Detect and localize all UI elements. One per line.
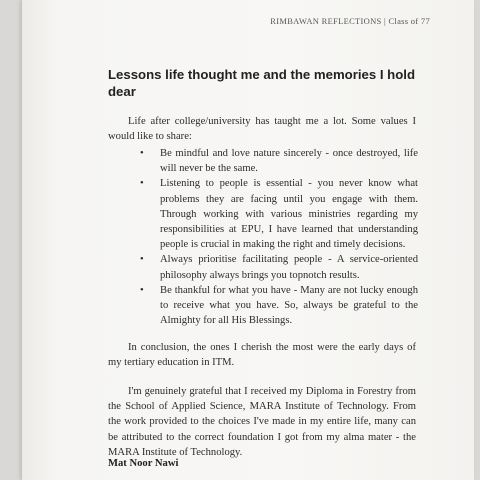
list-item <box>140 176 418 252</box>
conclusion-paragraph: In conclusion, the ones I cherish the most were the early days of my tertiary education in ITM. <box>108 342 416 369</box>
list-item <box>140 283 418 329</box>
list-item-text: Be thankful for what you have - Many are not lucky enough to receive what you have. So, always be grateful to the Almighty for all His Blessings. <box>160 284 418 327</box>
bullet-icon: • <box>140 148 144 159</box>
list-item-text: Be mindful and love nature sincerely - once destroyed, life will never be the same. <box>160 148 418 175</box>
document-page <box>22 0 474 480</box>
author-name: Mat Noor Nawi <box>108 458 179 469</box>
list-item <box>140 252 418 282</box>
intro-paragraph: Life after college/university has taught me a lot. Some values I would like to share: <box>108 116 416 143</box>
bullet-icon: • <box>140 284 144 296</box>
bullet-icon: • <box>140 254 144 266</box>
values-list <box>140 146 418 328</box>
running-head: RIMBAWAN REFLECTIONS | Class of 77 <box>270 16 430 26</box>
bullet-icon: • <box>140 178 144 190</box>
list-item-text: Always prioritise facilitating people - A service-oriented philosophy always brings you topnotch results. <box>160 254 418 281</box>
list-item <box>140 146 418 176</box>
gratitude-paragraph: I'm genuinely grateful that I received my Diploma in Forestry from the School of Applied Science, MARA Institute of Technology. From the work provided to the choices I've made in my entire life, many can be attributed to the correct foundation I got from my alma mater - the MARA Institute of Technology. <box>108 386 416 458</box>
list-item-text: Listening to people is essential - you never know what problems they are facing until you engage with them. Through working with various ministries regarding my responsibilities at EPU, I have learned that understanding people is crucial in making the right and timely decisions. <box>160 178 418 251</box>
section-heading: Lessons life thought me and the memories I hold dear <box>108 67 416 99</box>
